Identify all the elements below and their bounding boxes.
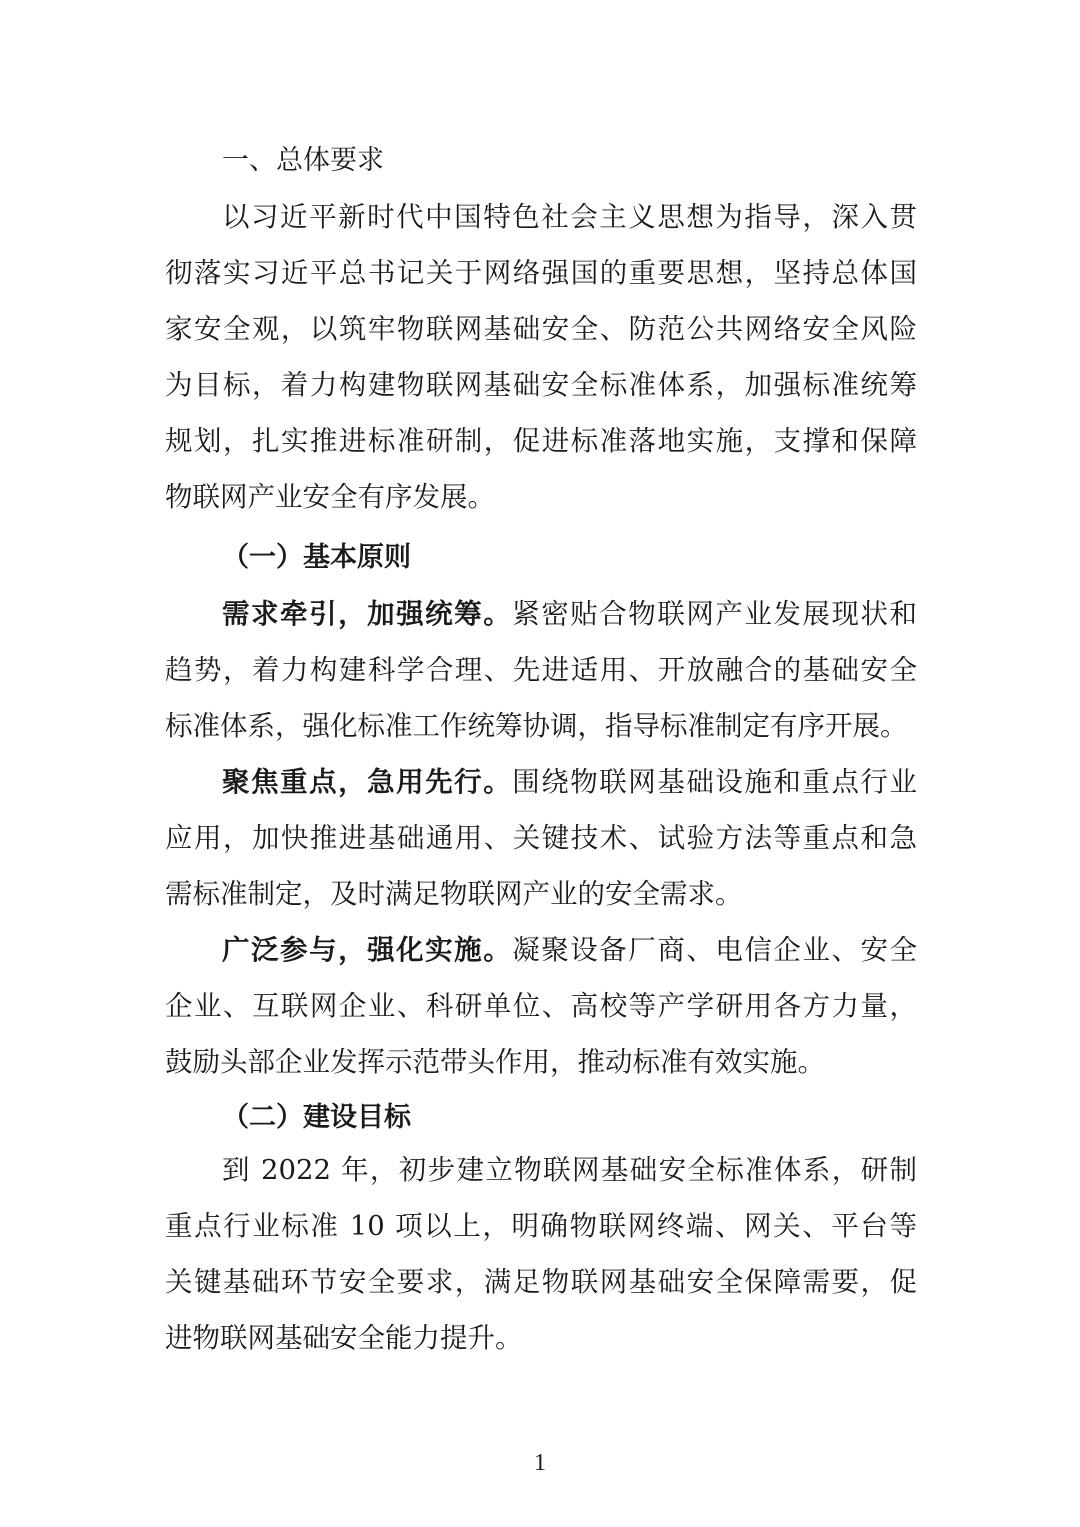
subsection-heading-construction-goals: （二）建设目标 [222,1102,411,1133]
principle-lead: 广泛参与，强化实施。 [222,934,513,966]
paragraph-line: 以习近平新时代中国特色社会主义思想为指导，深入贯 [222,201,917,233]
paragraph-line: 规划，扎实推进标准研制，促进标准落地实施，支撑和保障 [165,425,917,457]
principle-text: 围绕物联网基础设施和重点行业 [512,766,917,798]
paragraph-line: 家安全观，以筑牢物联网基础安全、防范公共网络安全风险 [165,313,917,345]
principle-lead: 聚焦重点，急用先行。 [222,766,513,798]
principle-item-first-line [222,762,917,802]
subsection-heading-basic-principles: （一）基本原则 [222,542,411,573]
page-number: 1 [534,1450,546,1476]
principle-text: 紧密贴合物联网产业发展现状和 [512,598,917,630]
section-heading-general-requirements: 一、总体要求 [222,145,384,176]
paragraph-line: 趋势，着力构建科学合理、先进适用、开放融合的基础安全 [165,654,917,686]
paragraph-line: 到 2022 年，初步建立物联网基础安全标准体系，研制 [222,1154,917,1186]
paragraph-line: 关键基础环节安全要求，满足物联网基础安全保障需要，促 [165,1266,917,1298]
paragraph-line: 企业、互联网企业、科研单位、高校等产学研用各方力量， [165,990,917,1022]
paragraph-line: 彻落实习近平总书记关于网络强国的重要思想，坚持总体国 [165,257,917,289]
paragraph-line: 标准体系，强化标准工作统筹协调，指导标准制定有序开展。 [165,710,908,742]
principle-item-first-line [222,930,917,970]
paragraph-line: 鼓励头部企业发挥示范带头作用，推动标准有效实施。 [165,1046,825,1078]
paragraph-line: 应用，加快推进基础通用、关键技术、试验方法等重点和急 [165,822,917,854]
principle-lead: 需求牵引，加强统筹。 [222,598,513,630]
paragraph-line: 进物联网基础安全能力提升。 [165,1322,523,1354]
paragraph-line: 物联网产业安全有序发展。 [165,481,495,513]
paragraph-line: 需标准制定，及时满足物联网产业的安全需求。 [165,878,743,910]
principle-text: 凝聚设备厂商、电信企业、安全 [512,934,917,966]
paragraph-line: 为目标，着力构建物联网基础安全标准体系，加强标准统筹 [165,369,917,401]
principle-item-first-line [222,594,917,634]
paragraph-line: 重点行业标准 10 项以上，明确物联网终端、网关、平台等 [165,1210,917,1242]
